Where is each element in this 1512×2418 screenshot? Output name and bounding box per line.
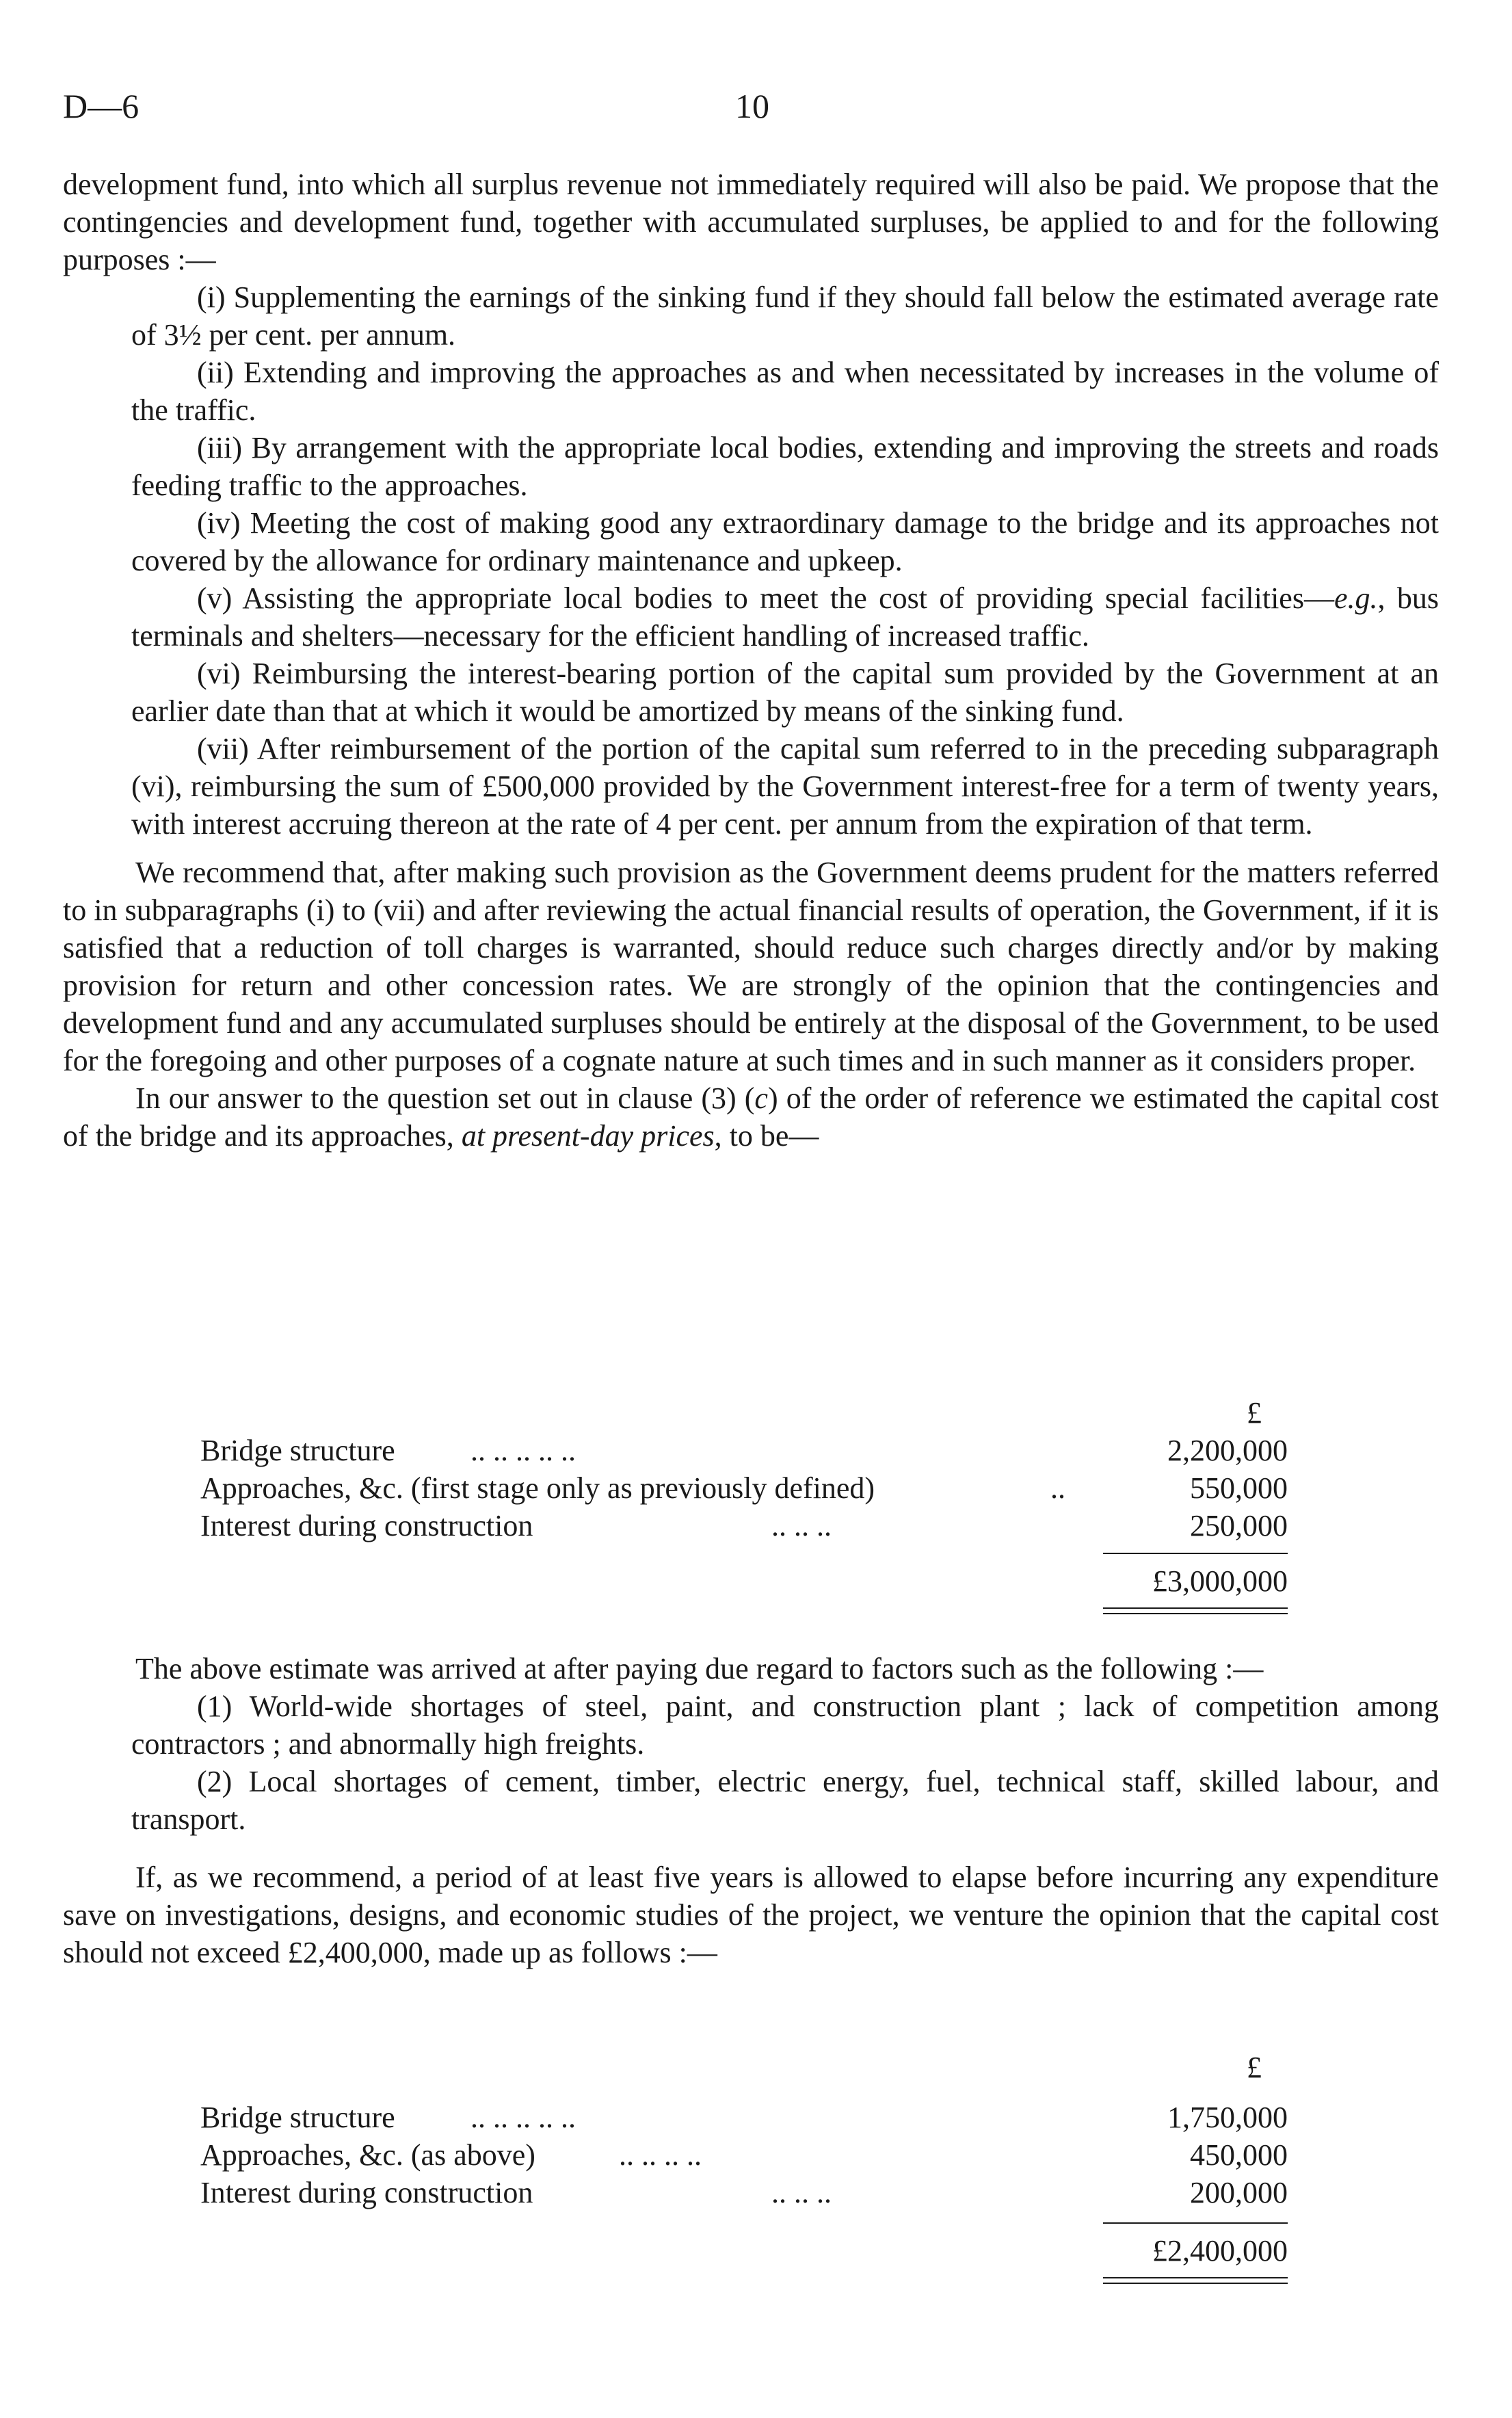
purpose-item: (ii) Extending and improving the approaches as and when necessitated by increases in the volume of the traffic.	[131, 356, 1439, 427]
intro-paragraph: development fund, into which all surplus revenue not immediately required will also be paid. We propose that the contingencies and development fund, together with accumulated surpluses, be applied to and for the following purposes :—	[63, 168, 1439, 276]
subtotal-rule	[1103, 2222, 1288, 2224]
factor-item: (1) World-wide shortages of steel, paint, and construction plant ; lack of competition among contractors ; and abnormally high freights.	[131, 1690, 1439, 1761]
purpose-item: (v) Assisting the appropriate local bodies to meet the cost of providing special facilities—e.g., bus terminals and shelters—necessary for the efficient handling of increased traffic.	[131, 581, 1439, 653]
purpose-item: (vii) After reimbursement of the portion of the capital sum referred to in the preceding subparagraph (vi), reimbursing the sum of £500,000 provided by the Government interest-free for a term of twenty years, with interest accruing thereon at the rate of 4 per cent. per annum from the expiration of that term.	[131, 732, 1439, 841]
recommendation-paragraph: We recommend that, after making such provision as the Government deems prudent for the matters referred to in subparagraphs (i) to (vii) and after reviewing the actual financial results of operation, the Government, if it is satisfied that a reduction of toll charges is warranted, should reduce such charges directly and/or by making provision for return and other concession rates. We are strongly of the opinion that the contingencies and development fund and any accumulated surpluses should be entirely at the disposal of the Government, to be used for the foregoing and other purposes of a cognate nature at such times and in such manner as it considers proper.	[63, 856, 1439, 1077]
row-label: Bridge structure	[200, 2101, 395, 2134]
table-row	[200, 1469, 1288, 1507]
leader-dots: .. .. ..	[771, 1509, 832, 1542]
purpose-item: (i) Supplementing the earnings of the sinking fund if they should fall below the estimated average rate of 3½ per cent. per annum.	[131, 280, 1439, 352]
currency-header-row	[200, 1394, 1288, 1432]
row-label: Interest during construction	[200, 2176, 533, 2209]
leader-dots: .. .. .. .. ..	[470, 2101, 576, 2134]
body-text-continued	[63, 1650, 1439, 1971]
leader-dots: .. .. ..	[771, 2176, 832, 2209]
table-row	[200, 1507, 1288, 1545]
purpose-item: (iii) By arrangement with the appropriate local bodies, extending and improving the streets and roads feeding traffic to the approaches.	[131, 431, 1439, 502]
total-amount: £3,000,000	[1152, 1564, 1288, 1598]
table-row	[200, 2174, 1288, 2211]
leader-dots: .. .. .. ..	[619, 2138, 702, 2172]
total-row	[1014, 2232, 1288, 2270]
cost-table-deferred	[200, 2049, 1288, 2309]
row-label: Interest during construction	[200, 1509, 533, 1542]
cost-table-present	[200, 1394, 1288, 1640]
row-amount: 250,000	[1190, 1509, 1288, 1542]
total-double-rule	[1103, 2277, 1288, 2284]
total-double-rule	[1103, 1607, 1288, 1614]
purpose-item: (iv) Meeting the cost of making good any extraordinary damage to the bridge and its approaches not covered by the allowance for ordinary maintenance and upkeep.	[131, 506, 1439, 577]
total-amount: £2,400,000	[1152, 2234, 1288, 2268]
leader-dots: ..	[1050, 1471, 1065, 1505]
row-label: Approaches, &c. (as above)	[200, 2138, 535, 2172]
row-amount: 450,000	[1190, 2138, 1288, 2172]
row-amount: 1,750,000	[1167, 2101, 1288, 2134]
leader-dots: .. .. .. .. ..	[470, 1434, 576, 1467]
row-label: Approaches, &c. (first stage only as previously defined)	[200, 1471, 875, 1505]
table-row	[200, 2099, 1288, 2136]
row-amount: 550,000	[1190, 1471, 1288, 1505]
table-row	[200, 2136, 1288, 2174]
total-row	[1014, 1562, 1288, 1600]
factors-intro-paragraph: The above estimate was arrived at after paying due regard to factors such as the following :—	[135, 1652, 1264, 1685]
opinion-paragraph: If, as we recommend, a period of at least five years is allowed to elapse before incurring any expenditure save on investigations, designs, and economic studies of the project, we venture the opinion that the capital cost should not exceed £2,400,000, made up as follows :—	[63, 1861, 1439, 1969]
estimate-intro-paragraph: In our answer to the question set out in clause (3) (c) of the order of reference we estimated the capital cost of the bridge and its approaches, at present-day prices, to be—	[63, 1081, 1439, 1153]
currency-symbol: £	[1247, 2051, 1262, 2084]
row-label: Bridge structure	[200, 1434, 395, 1467]
table-row	[200, 1432, 1288, 1469]
currency-header-row	[200, 2049, 1288, 2086]
document-code: D—6	[63, 87, 140, 125]
row-amount: 2,200,000	[1167, 1434, 1288, 1467]
body-text	[63, 166, 1439, 1155]
factor-item: (2) Local shortages of cement, timber, electric energy, fuel, technical staff, skilled labour, and transport.	[131, 1765, 1439, 1836]
subtotal-rule	[1103, 1553, 1288, 1554]
currency-symbol: £	[1247, 1396, 1262, 1430]
purpose-item: (vi) Reimbursing the interest-bearing portion of the capital sum provided by the Government at an earlier date than that at which it would be amortized by means of the sinking fund.	[131, 657, 1439, 728]
row-amount: 200,000	[1190, 2176, 1288, 2209]
page-number: 10	[735, 87, 769, 125]
